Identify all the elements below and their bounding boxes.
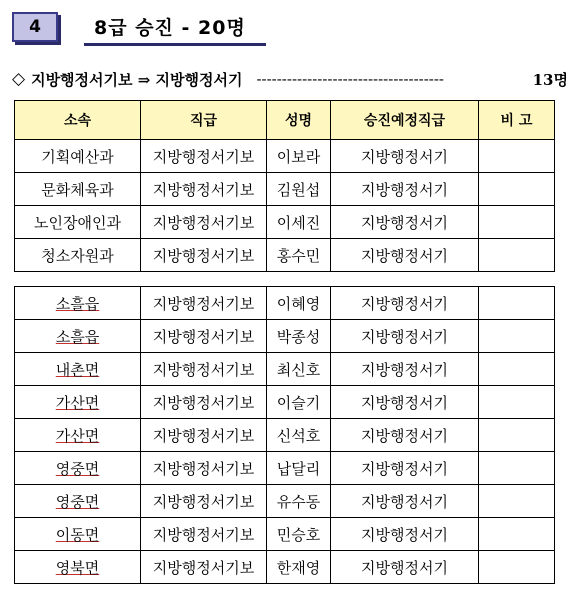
cell-promoted-rank: 지방행정서기 (331, 140, 479, 173)
cell-affiliation: 이동면 (15, 518, 141, 551)
column-header-promoted-rank: 승진예정직급 (331, 101, 479, 140)
promotion-table-departments (14, 100, 555, 272)
cell-name: 신석호 (267, 419, 331, 452)
cell-affiliation: 가산면 (15, 386, 141, 419)
cell-rank: 지방행정서기보 (141, 287, 267, 320)
cell-remarks (479, 419, 555, 452)
section-title: 8급 승진 - 20명 (84, 10, 266, 46)
cell-rank: 지방행정서기보 (141, 239, 267, 272)
table-row (15, 140, 555, 173)
cell-remarks (479, 551, 555, 584)
cell-remarks (479, 140, 555, 173)
cell-remarks (479, 239, 555, 272)
cell-remarks (479, 173, 555, 206)
cell-rank: 지방행정서기보 (141, 173, 267, 206)
cell-rank: 지방행정서기보 (141, 386, 267, 419)
cell-name: 민승호 (267, 518, 331, 551)
cell-affiliation: 문화체육과 (15, 173, 141, 206)
cell-rank: 지방행정서기보 (141, 419, 267, 452)
cell-remarks (479, 206, 555, 239)
leader-dashes: ------------------------------------- (256, 70, 444, 88)
cell-promoted-rank: 지방행정서기 (331, 452, 479, 485)
table-row (15, 173, 555, 206)
table-row (15, 452, 555, 485)
table-row (15, 386, 555, 419)
column-header-affiliation: 소속 (15, 101, 141, 140)
cell-remarks (479, 518, 555, 551)
cell-affiliation: 영중면 (15, 485, 141, 518)
cell-name: 김원섭 (267, 173, 331, 206)
table-row (15, 206, 555, 239)
column-header-name: 성명 (267, 101, 331, 140)
column-header-rank: 직급 (141, 101, 267, 140)
cell-affiliation: 소흘읍 (15, 320, 141, 353)
cell-name: 이세진 (267, 206, 331, 239)
cell-remarks (479, 452, 555, 485)
cell-name: 납달리 (267, 452, 331, 485)
cell-affiliation: 영중면 (15, 452, 141, 485)
promotion-category-line (12, 66, 568, 92)
table-row (15, 239, 555, 272)
cell-promoted-rank: 지방행정서기 (331, 206, 479, 239)
cell-remarks (479, 320, 555, 353)
table-row (15, 485, 555, 518)
cell-remarks (479, 287, 555, 320)
cell-name: 이혜영 (267, 287, 331, 320)
cell-promoted-rank: 지방행정서기 (331, 386, 479, 419)
cell-rank: 지방행정서기보 (141, 551, 267, 584)
cell-affiliation: 소흘읍 (15, 287, 141, 320)
column-header-remarks: 비 고 (479, 101, 555, 140)
cell-promoted-rank: 지방행정서기 (331, 518, 479, 551)
promotion-count: 13명 (532, 70, 568, 89)
cell-promoted-rank: 지방행정서기 (331, 551, 479, 584)
promotion-category-text: 지방행정서기보 ⇒ 지방행정서기 (31, 70, 243, 89)
cell-name: 이보라 (267, 140, 331, 173)
table-row (15, 551, 555, 584)
cell-rank: 지방행정서기보 (141, 485, 267, 518)
cell-affiliation: 청소자원과 (15, 239, 141, 272)
cell-rank: 지방행정서기보 (141, 353, 267, 386)
cell-affiliation: 노인장애인과 (15, 206, 141, 239)
cell-name: 이슬기 (267, 386, 331, 419)
cell-promoted-rank: 지방행정서기 (331, 419, 479, 452)
table-row (15, 419, 555, 452)
table-row (15, 320, 555, 353)
cell-promoted-rank: 지방행정서기 (331, 287, 479, 320)
table-row (15, 518, 555, 551)
cell-rank: 지방행정서기보 (141, 518, 267, 551)
cell-remarks (479, 353, 555, 386)
section-number-badge: 4 (12, 12, 58, 42)
cell-affiliation: 가산면 (15, 419, 141, 452)
cell-promoted-rank: 지방행정서기 (331, 485, 479, 518)
cell-promoted-rank: 지방행정서기 (331, 239, 479, 272)
cell-remarks (479, 485, 555, 518)
cell-affiliation: 영북면 (15, 551, 141, 584)
cell-remarks (479, 386, 555, 419)
cell-affiliation: 기획예산과 (15, 140, 141, 173)
cell-rank: 지방행정서기보 (141, 452, 267, 485)
cell-promoted-rank: 지방행정서기 (331, 173, 479, 206)
cell-name: 유수동 (267, 485, 331, 518)
table-row (15, 287, 555, 320)
cell-rank: 지방행정서기보 (141, 140, 267, 173)
cell-name: 최신호 (267, 353, 331, 386)
cell-name: 박종성 (267, 320, 331, 353)
cell-name: 홍수민 (267, 239, 331, 272)
cell-rank: 지방행정서기보 (141, 206, 267, 239)
table-row (15, 353, 555, 386)
cell-rank: 지방행정서기보 (141, 320, 267, 353)
cell-name: 한재영 (267, 551, 331, 584)
cell-promoted-rank: 지방행정서기 (331, 320, 479, 353)
table-header-row (15, 101, 555, 140)
diamond-icon: ◇ (12, 69, 26, 89)
cell-promoted-rank: 지방행정서기 (331, 353, 479, 386)
cell-affiliation: 내촌면 (15, 353, 141, 386)
promotion-table-towns (14, 286, 555, 584)
